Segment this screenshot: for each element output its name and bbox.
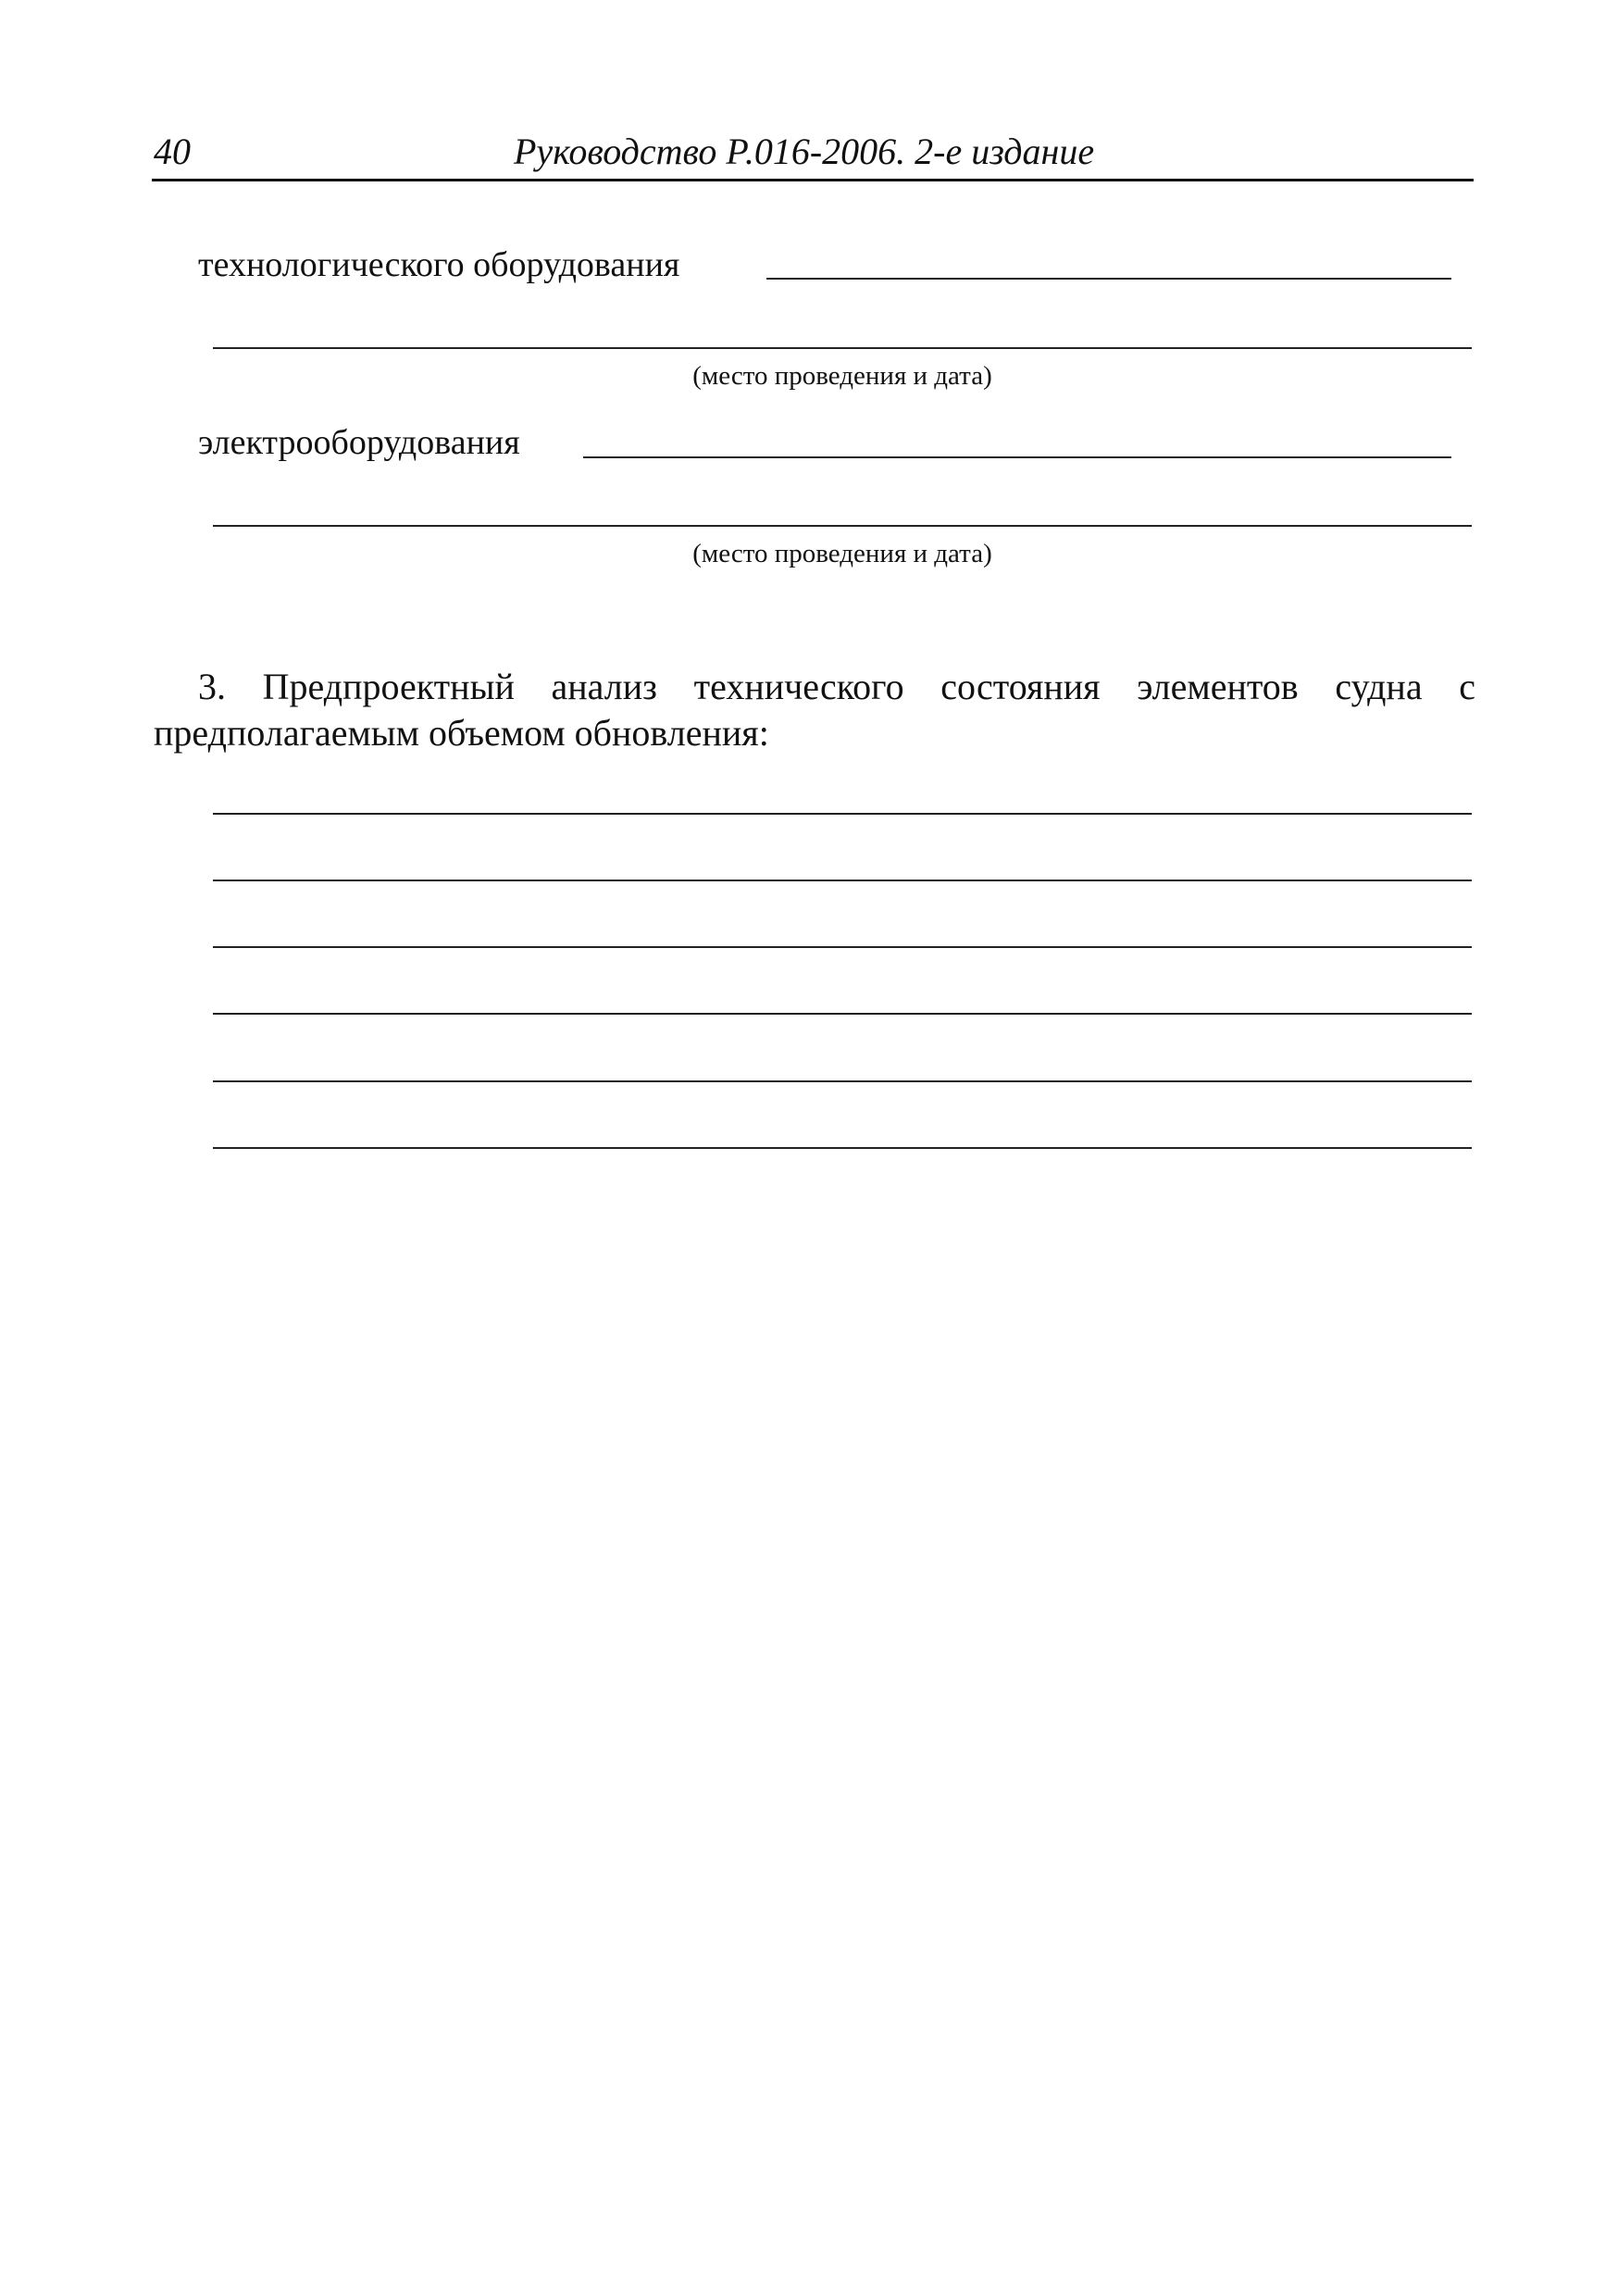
answer-line[interactable] bbox=[213, 813, 1472, 815]
answer-line[interactable] bbox=[213, 946, 1472, 948]
fill-line-electrical-equipment-place-date[interactable] bbox=[213, 525, 1472, 527]
fill-line-technological-equipment[interactable] bbox=[766, 278, 1451, 280]
field-label-electrical-equipment: электрооборудования bbox=[198, 423, 520, 462]
page-number: 40 bbox=[154, 131, 191, 172]
answer-line[interactable] bbox=[213, 1147, 1472, 1149]
running-header-title: Руководство Р.016-2006. 2-е издание bbox=[514, 131, 1095, 172]
answer-line[interactable] bbox=[213, 1013, 1472, 1015]
section-3-paragraph-line-1: 3. Предпроектный анализ технического состояния элементов судна с bbox=[198, 666, 1475, 707]
answer-line[interactable] bbox=[213, 1080, 1472, 1082]
answer-line[interactable] bbox=[213, 880, 1472, 881]
section-3-paragraph-line-2: предполагаемым объемом обновления: bbox=[154, 712, 769, 754]
fill-line-technological-equipment-place-date[interactable] bbox=[213, 347, 1472, 349]
caption-place-date-1: (место проведения и дата) bbox=[692, 361, 992, 391]
fill-line-electrical-equipment[interactable] bbox=[583, 456, 1451, 458]
caption-place-date-2: (место проведения и дата) bbox=[692, 539, 992, 568]
header-rule bbox=[152, 179, 1474, 181]
field-label-technological-equipment: технологического оборудования bbox=[198, 245, 680, 284]
